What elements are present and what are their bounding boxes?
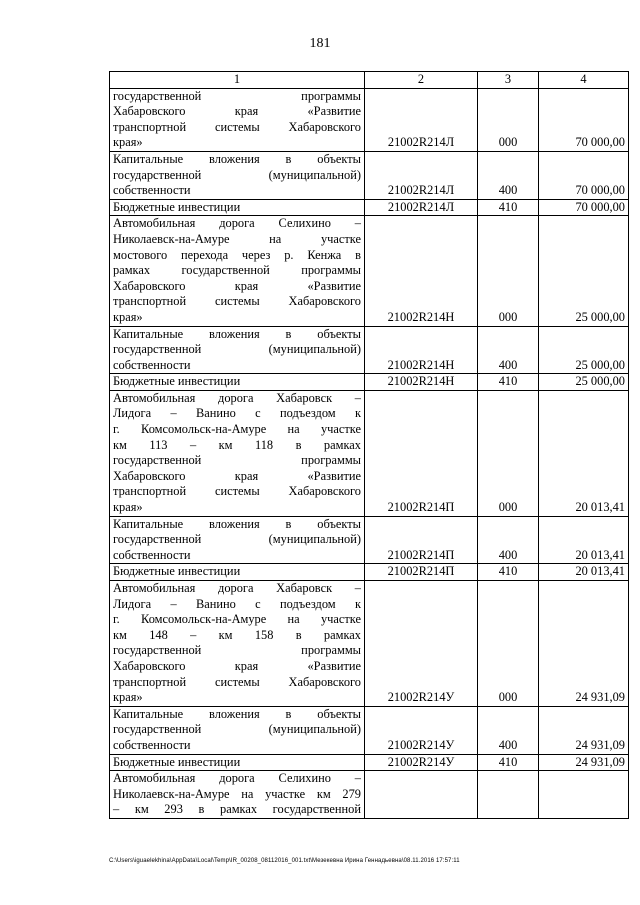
row-type-cell: 400 <box>478 516 539 564</box>
row-sum-cell: 24 931,09 <box>539 706 629 754</box>
row-code-cell: 21002R214У <box>365 754 478 771</box>
row-name-line: государственной программы <box>113 453 361 468</box>
row-name-line: мостового перехода через р. Кенжа в <box>113 247 361 262</box>
row-code-cell: 21002R214П <box>365 390 478 516</box>
row-code-cell <box>365 771 478 819</box>
row-name-line: Бюджетные инвестиции <box>113 754 241 769</box>
row-code-cell: 21002R214Л <box>365 199 478 216</box>
row-name-cell <box>110 771 365 819</box>
row-name-line: Хабаровского края «Развитие <box>113 468 361 483</box>
row-name-cell <box>110 326 365 374</box>
row-name-line: государственной (муниципальной) <box>113 342 361 357</box>
row-name-line: края» <box>113 135 143 150</box>
row-code-cell: 21002R214П <box>365 516 478 564</box>
row-type-cell: 400 <box>478 151 539 199</box>
row-name-line: края» <box>113 690 143 705</box>
table-row <box>110 390 629 516</box>
row-name-line: Николаевск-на-Амуре на участке <box>113 231 361 246</box>
row-name-cell <box>110 151 365 199</box>
row-name-line: Николаевск-на-Амуре на участке км 279 <box>113 786 361 801</box>
row-sum-cell: 25 000,00 <box>539 216 629 326</box>
table-header-row <box>110 72 629 89</box>
row-name-line: государственной (муниципальной) <box>113 532 361 547</box>
row-sum-cell: 70 000,00 <box>539 199 629 216</box>
row-sum-cell: 20 013,41 <box>539 516 629 564</box>
row-name-line: Капитальные вложения в объекты <box>113 706 361 721</box>
table-row <box>110 581 629 707</box>
row-name-line: Лидога – Ванино с подъездом к <box>113 406 361 421</box>
row-name-line: км 148 – км 158 в рамках <box>113 627 361 642</box>
row-name-line: государственной (муниципальной) <box>113 167 361 182</box>
row-type-cell <box>478 771 539 819</box>
row-name-line: Хабаровского края «Развитие <box>113 104 361 119</box>
row-name-line: транспортной системы Хабаровского <box>113 674 361 689</box>
table-row <box>110 754 629 771</box>
row-code-cell: 21002R214Н <box>365 216 478 326</box>
file-path-footer: C:\Users\iguaelekhina\AppData\Local\Temp\IR_00208_08112016_001.txt\Мезекевна Ирина Геннадьевна\08.11.2016 17:57:11 <box>109 858 460 864</box>
row-name-line: Хабаровского края «Развитие <box>113 278 361 293</box>
row-name-line: Автомобильная дорога Селихино – <box>113 771 361 786</box>
table-row <box>110 199 629 216</box>
header-col-1: 1 <box>110 72 365 89</box>
row-type-cell: 410 <box>478 199 539 216</box>
row-name-line: Капитальные вложения в объекты <box>113 326 361 341</box>
row-sum-cell: 25 000,00 <box>539 326 629 374</box>
row-name-line: Капитальные вложения в объекты <box>113 516 361 531</box>
row-code-cell: 21002R214Н <box>365 326 478 374</box>
row-name-cell <box>110 199 365 216</box>
row-sum-cell: 25 000,00 <box>539 374 629 391</box>
row-name-line: транспортной системы Хабаровского <box>113 484 361 499</box>
row-sum-cell <box>539 771 629 819</box>
page-number: 181 <box>309 36 331 51</box>
row-code-cell: 21002R214У <box>365 706 478 754</box>
row-name-line: края» <box>113 309 143 324</box>
table-row <box>110 374 629 391</box>
row-name-cell <box>110 374 365 391</box>
row-name-line: км 113 – км 118 в рамках <box>113 437 361 452</box>
row-type-cell: 000 <box>478 390 539 516</box>
row-type-cell: 000 <box>478 581 539 707</box>
row-name-line: государственной программы <box>113 643 361 658</box>
row-name-line: Автомобильная дорога Хабаровск – <box>113 581 361 595</box>
table-row <box>110 88 629 151</box>
row-code-cell: 21002R214Л <box>365 88 478 151</box>
row-name-line: Хабаровского края «Развитие <box>113 658 361 673</box>
row-name-line: Автомобильная дорога Селихино – <box>113 216 361 231</box>
row-name-cell <box>110 390 365 516</box>
budget-table <box>109 71 629 819</box>
row-name-line: Бюджетные инвестиции <box>113 564 241 579</box>
row-name-cell <box>110 564 365 581</box>
row-type-cell: 000 <box>478 88 539 151</box>
row-name-line: транспортной системы Хабаровского <box>113 119 361 134</box>
table-row <box>110 771 629 819</box>
table-row <box>110 516 629 564</box>
row-name-line: г. Комсомольск-на-Амуре на участке <box>113 422 361 437</box>
row-name-line: государственной программы <box>113 88 361 103</box>
row-sum-cell: 24 931,09 <box>539 581 629 707</box>
row-code-cell: 21002R214П <box>365 564 478 581</box>
row-sum-cell: 70 000,00 <box>539 151 629 199</box>
table-row <box>110 706 629 754</box>
row-code-cell: 21002R214У <box>365 581 478 707</box>
header-col-4: 4 <box>539 72 629 89</box>
row-name-cell <box>110 216 365 326</box>
row-sum-cell: 20 013,41 <box>539 390 629 516</box>
row-name-line: г. Комсомольск-на-Амуре на участке <box>113 612 361 627</box>
row-sum-cell: 24 931,09 <box>539 754 629 771</box>
row-name-cell <box>110 581 365 707</box>
header-col-2: 2 <box>365 72 478 89</box>
row-sum-cell: 20 013,41 <box>539 564 629 581</box>
header-col-3: 3 <box>478 72 539 89</box>
table-row <box>110 326 629 374</box>
row-name-line: собственности <box>113 183 191 198</box>
row-name-line: транспортной системы Хабаровского <box>113 294 361 309</box>
row-name-line: Капитальные вложения в объекты <box>113 151 361 166</box>
row-code-cell: 21002R214Л <box>365 151 478 199</box>
row-name-line: Автомобильная дорога Хабаровск – <box>113 390 361 405</box>
row-type-cell: 400 <box>478 326 539 374</box>
row-name-cell <box>110 754 365 771</box>
row-sum-cell: 70 000,00 <box>539 88 629 151</box>
row-name-line: Лидога – Ванино с подъездом к <box>113 596 361 611</box>
row-type-cell: 410 <box>478 374 539 391</box>
row-type-cell: 410 <box>478 564 539 581</box>
row-name-line: собственности <box>113 547 191 562</box>
row-code-cell: 21002R214Н <box>365 374 478 391</box>
row-name-cell <box>110 88 365 151</box>
table-row <box>110 216 629 326</box>
row-name-line: рамках государственной программы <box>113 263 361 278</box>
row-name-line: края» <box>113 500 143 515</box>
row-name-cell <box>110 706 365 754</box>
row-type-cell: 400 <box>478 706 539 754</box>
row-name-line: Бюджетные инвестиции <box>113 374 241 389</box>
row-name-line: Бюджетные инвестиции <box>113 199 241 214</box>
row-name-line: собственности <box>113 737 191 752</box>
row-name-line: – км 293 в рамках государственной <box>113 802 361 817</box>
row-type-cell: 000 <box>478 216 539 326</box>
row-name-line: государственной (муниципальной) <box>113 722 361 737</box>
table-row <box>110 564 629 581</box>
row-type-cell: 410 <box>478 754 539 771</box>
row-name-line: собственности <box>113 357 191 372</box>
table-row <box>110 151 629 199</box>
row-name-cell <box>110 516 365 564</box>
